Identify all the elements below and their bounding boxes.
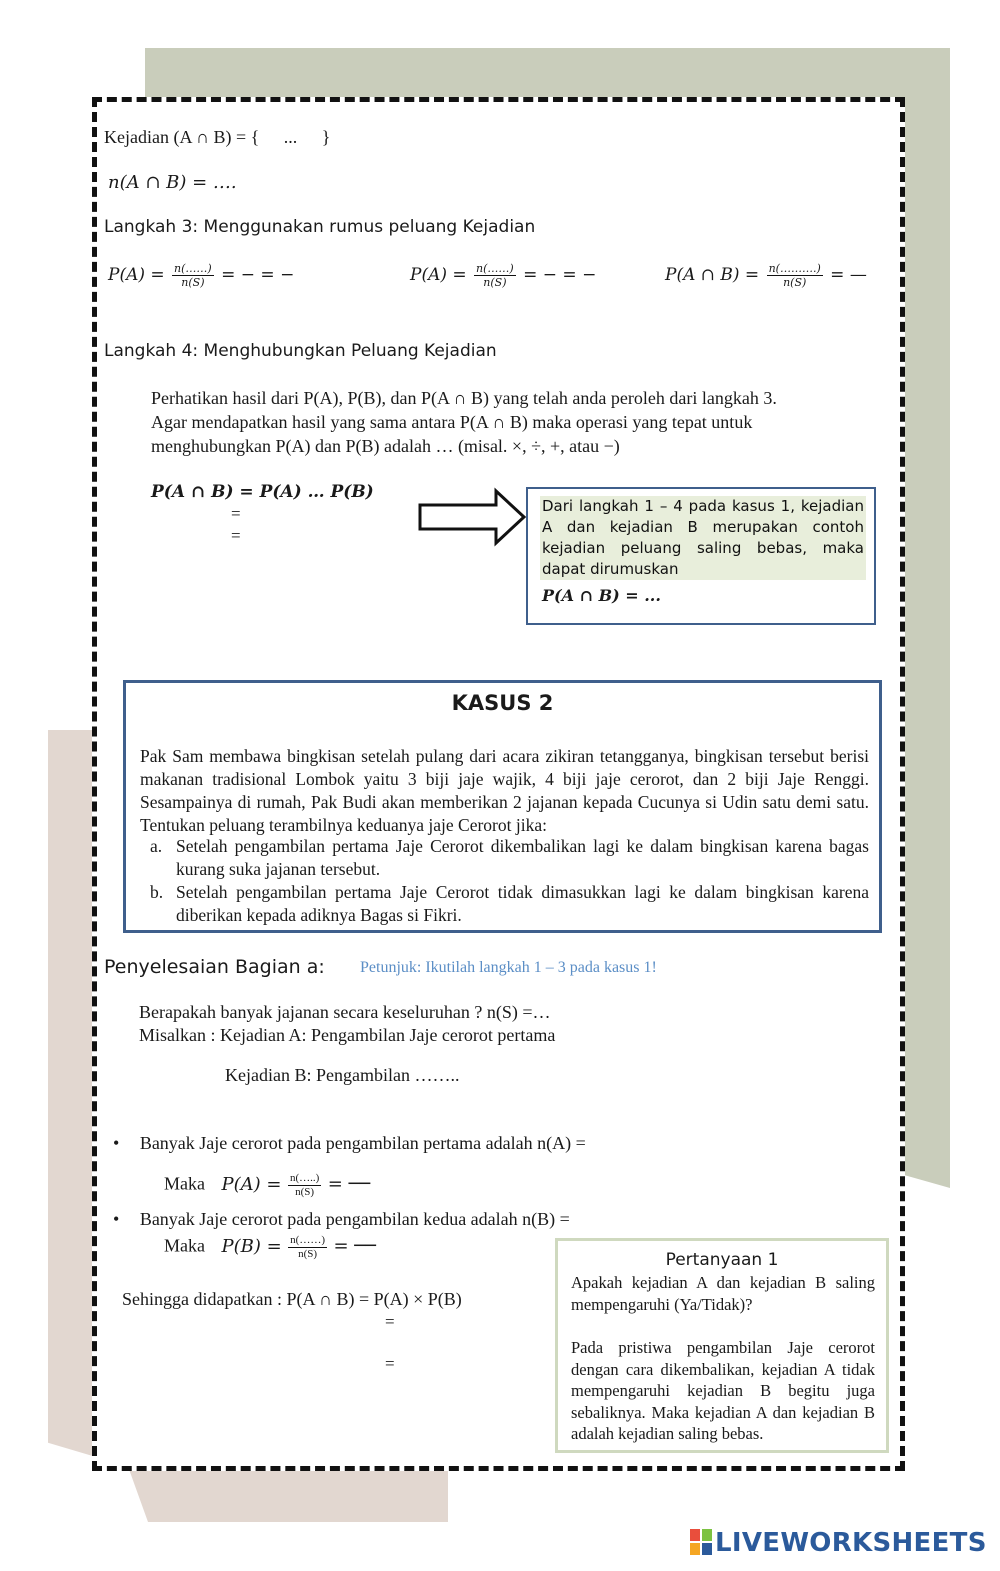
bullet-1 <box>113 1133 586 1154</box>
bullet-2 <box>113 1209 570 1230</box>
item-label: a. <box>150 836 163 856</box>
sehingga-eq-1[interactable]: = <box>385 1312 395 1331</box>
penyelesaian-title: Penyelesaian Bagian a: <box>104 956 325 978</box>
langkah3-formula-pa <box>108 262 294 289</box>
rule-box-formula[interactable]: P(A ∩ B) = ... <box>542 586 661 605</box>
kasus2-item-b <box>150 881 869 927</box>
maka-label: Maka <box>164 1235 205 1256</box>
fraction-denominator: n(S) <box>181 276 205 289</box>
langkah4-formula[interactable]: P(A ∩ B) = P(A) … P(B) <box>151 482 374 502</box>
item-text: Setelah pengambilan pertama Jaje Cerorot tidak dimasukkan lagi ke dalam bingkisan karena diberikan kepada adiknya Bagas si Fikri. <box>176 882 869 925</box>
misalkan-line: Misalkan : Kejadian A: Pengambilan Jaje cerorot pertama <box>139 1025 556 1045</box>
formula-rhs[interactable]: = − = − <box>221 265 295 285</box>
langkah3-formula-pb <box>410 262 596 289</box>
kejadian-ab-close: } <box>321 127 331 147</box>
formula-lhs: P(B) = <box>221 1235 282 1257</box>
fraction-numerator[interactable]: n(……) <box>290 1234 325 1246</box>
pertanyaan1-box <box>555 1238 889 1453</box>
langkah4-line-3: menghubungkan P(A) dan P(B) adalah … (misal. ×, ÷, +, atau −) <box>151 436 620 456</box>
kasus2-paragraph: Pak Sam membawa bingkisan setelah pulang dari acara zikiran tetangganya, bingkisan tersebut berisi makanan tradisional Lombok yaitu 3 biji jaje wajik, 4 biji jaje cerorot, dan 2 biji Jaje Renggi. Sesampainya di rumah, Pak Budi akan memberikan 2 jajanan kepada Cucunya si Udin satu demi satu. Tentukan peluang terambilnya keduanya jaje Cerorot jika: <box>140 746 869 835</box>
bullet-dot-icon: • <box>113 1133 120 1153</box>
liveworksheets-logo-icon <box>690 1529 712 1555</box>
bullet-2-text[interactable]: Banyak Jaje cerorot pada pengambilan kedua adalah n(B) = <box>139 1209 570 1229</box>
kejadian-ab-line <box>104 127 330 148</box>
fraction-numerator[interactable]: n(……) <box>174 262 212 275</box>
langkah4-eq-1[interactable]: = <box>231 504 241 523</box>
fraction-denominator: n(S) <box>483 276 507 289</box>
maka-label: Maka <box>164 1173 205 1194</box>
logo-text: LIVEWORKSHEETS <box>715 1528 987 1558</box>
bullet-dot-icon: • <box>113 1209 120 1229</box>
right-arrow-icon <box>418 487 528 547</box>
langkah4-line-1: Perhatikan hasil dari P(A), P(B), dan P(A ∩ B) yang telah anda peroleh dari langkah 3. <box>151 388 777 408</box>
sehingga-line[interactable]: Sehingga didapatkan : P(A ∩ B) = P(A) × P(B) <box>122 1289 462 1309</box>
fraction-numerator[interactable]: n(……….) <box>768 262 821 275</box>
langkah3-formula-pab <box>665 262 867 289</box>
penyelesaian-hint: Petunjuk: Ikutilah langkah 1 – 3 pada kasus 1! <box>360 959 657 976</box>
langkah4-line-2: Agar mendapatkan hasil yang sama antara P(A ∩ B) maka operasi yang tepat untuk <box>151 412 753 432</box>
bullet-1-text[interactable]: Banyak Jaje cerorot pada pengambilan pertama adalah n(A) = <box>139 1133 586 1153</box>
maka-2 <box>164 1234 376 1261</box>
kejadian-ab-label: Kejadian (A ∩ B) = { <box>104 127 260 147</box>
formula-rhs[interactable]: = ── <box>333 1235 376 1257</box>
fraction-numerator[interactable]: n(……) <box>476 262 514 275</box>
rule-box-text: Dari langkah 1 – 4 pada kasus 1, kejadian A dan kejadian B merupakan contoh kejadian peluang saling bebas, maka dapat dirumuskan <box>542 497 864 578</box>
pertanyaan1-question[interactable]: Apakah kejadian A dan kejadian B saling mempengaruhi (Ya/Tidak)? <box>571 1273 875 1314</box>
kasus2-title: KASUS 2 <box>451 691 554 715</box>
kejadian-ab-answer[interactable]: ... <box>283 127 298 147</box>
formula-rhs[interactable]: = — <box>830 265 867 285</box>
langkah3-title: Langkah 3: Menggunakan rumus peluang Kejadian <box>104 217 536 237</box>
formula-lhs: P(A) = <box>221 1173 282 1195</box>
liveworksheets-logo <box>690 1528 987 1558</box>
maka-1 <box>164 1172 370 1199</box>
formula-lhs: P(A) = <box>410 265 467 285</box>
kasus2-item-a <box>150 835 869 881</box>
fraction <box>172 262 214 289</box>
item-text: Setelah pengambilan pertama Jaje Cerorot dikembalikan lagi ke dalam bingkisan karena bagas kurang suka jajanan tersebut. <box>176 836 869 879</box>
formula-lhs: P(A) = <box>108 265 165 285</box>
pertanyaan1-explanation: Pada pristiwa pengambilan Jaje cerorot dengan cara dikembalikan, kejadian A tidak mempengaruhi kejadian B begitu juga sebaliknya. Maka kejadian A dan kejadian B adalah kejadian saling bebas. <box>571 1338 875 1443</box>
question-total[interactable]: Berapakah banyak jajanan secara keseluruhan ? n(S) =… <box>139 1002 551 1022</box>
langkah4-title: Langkah 4: Menghubungkan Peluang Kejadian <box>104 341 497 361</box>
formula-rhs[interactable]: = − = − <box>523 265 597 285</box>
fraction <box>288 1234 327 1261</box>
pertanyaan1-title: Pertanyaan 1 <box>665 1250 779 1270</box>
fraction <box>474 262 516 289</box>
formula-lhs: P(A ∩ B) = <box>665 265 760 285</box>
fraction-denominator: n(S) <box>295 1186 315 1198</box>
fraction <box>767 262 823 289</box>
sehingga-eq-2[interactable]: = <box>385 1354 395 1373</box>
kasus2-box <box>123 680 882 933</box>
fraction-denominator: n(S) <box>783 276 807 289</box>
fraction-denominator: n(S) <box>298 1248 318 1260</box>
kejadian-b-line[interactable]: Kejadian B: Pengambilan …….. <box>225 1065 460 1085</box>
fraction-numerator[interactable]: n(…..) <box>289 1172 320 1184</box>
item-label: b. <box>150 882 164 902</box>
n-ab-line[interactable]: n(A ∩ B) = …. <box>108 172 237 193</box>
formula-rhs[interactable]: = ── <box>327 1173 371 1195</box>
langkah4-eq-2[interactable]: = <box>231 526 241 545</box>
fraction <box>288 1172 321 1199</box>
rule-box <box>526 487 876 625</box>
